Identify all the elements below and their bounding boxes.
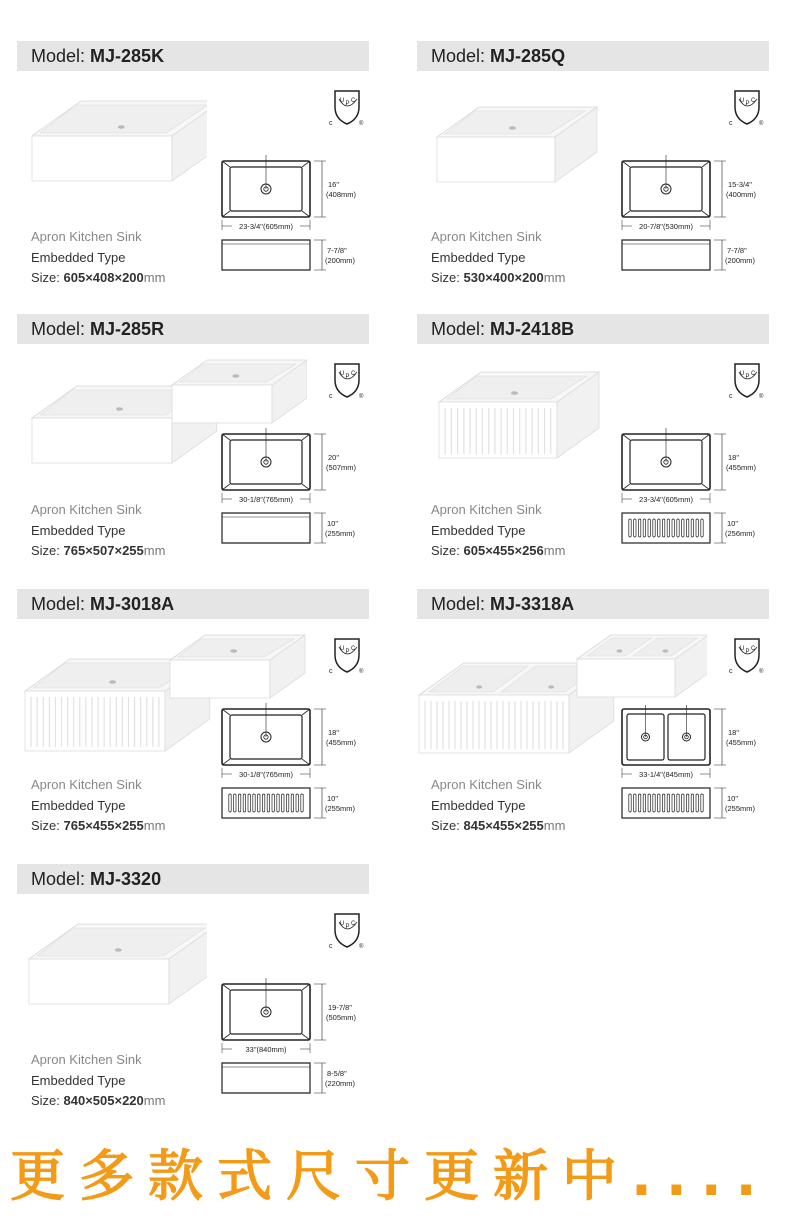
height-mm-label: (255mm) xyxy=(325,529,356,538)
width-label: 23-3/4"(605mm) xyxy=(639,495,693,504)
dimension-drawing xyxy=(617,699,769,839)
svg-text:®: ® xyxy=(359,669,364,675)
dimension-drawing xyxy=(217,424,369,564)
model-header: Model: MJ-3320 xyxy=(17,864,369,894)
width-label: 33"(840mm) xyxy=(245,1045,287,1054)
product-card-mj-3320 xyxy=(17,864,369,1124)
product-size: Size: 845×455×255mm xyxy=(431,818,566,833)
model-header: Model: MJ-285Q xyxy=(417,41,769,71)
svg-text:U: U xyxy=(740,371,745,377)
height-inch-label: 10" xyxy=(727,794,739,803)
svg-text:P: P xyxy=(345,924,350,930)
height-mm-label: (255mm) xyxy=(325,804,356,813)
model-code: MJ-3320 xyxy=(90,869,162,889)
depth-inch-label: 18" xyxy=(728,728,740,737)
svg-text:c: c xyxy=(729,393,733,400)
product-card-mj-285q xyxy=(417,41,769,301)
cupc-certification-mark-icon xyxy=(729,87,765,127)
model-code: MJ-3018A xyxy=(90,594,175,614)
product-category: Apron Kitchen Sink xyxy=(31,502,142,517)
width-label: 23-3/4"(605mm) xyxy=(239,222,293,231)
depth-inch-label: 20" xyxy=(328,453,340,462)
product-type: Embedded Type xyxy=(431,797,526,813)
product-category: Apron Kitchen Sink xyxy=(31,229,142,244)
product-size: Size: 605×408×200mm xyxy=(31,270,166,285)
cupc-certification-mark-icon xyxy=(329,635,365,675)
svg-text:P: P xyxy=(745,374,750,380)
width-label: 33-1/4"(845mm) xyxy=(639,770,693,779)
product-size: Size: 605×455×256mm xyxy=(431,543,566,558)
svg-text:U: U xyxy=(340,98,345,104)
product-card-mj-3018a xyxy=(17,589,369,849)
height-inch-label: 10" xyxy=(727,519,739,528)
product-category: Apron Kitchen Sink xyxy=(31,777,142,792)
model-header: Model: MJ-285K xyxy=(17,41,369,71)
model-header: Model: MJ-2418B xyxy=(417,314,769,344)
model-code: MJ-285R xyxy=(90,319,165,339)
svg-text:®: ® xyxy=(359,121,364,127)
height-mm-label: (220mm) xyxy=(325,1079,356,1088)
product-card-mj-3318a xyxy=(417,589,769,849)
cupc-certification-mark-icon xyxy=(729,360,765,400)
product-type: Embedded Type xyxy=(431,522,526,538)
svg-text:C: C xyxy=(351,98,356,104)
product-size: Size: 765×455×255mm xyxy=(31,818,166,833)
model-header: Model: MJ-3018A xyxy=(17,589,369,619)
svg-text:®: ® xyxy=(759,394,764,400)
svg-text:P: P xyxy=(745,101,750,107)
svg-text:P: P xyxy=(345,649,350,655)
product-type: Embedded Type xyxy=(31,1072,126,1088)
svg-text:C: C xyxy=(751,371,756,377)
svg-text:P: P xyxy=(345,374,350,380)
sink-photo xyxy=(17,904,207,1034)
svg-text:®: ® xyxy=(359,944,364,950)
product-size: Size: 765×507×255mm xyxy=(31,543,166,558)
svg-text:c: c xyxy=(729,120,733,127)
model-code: MJ-2418B xyxy=(490,319,575,339)
depth-mm-label: (505mm) xyxy=(326,1013,357,1022)
svg-text:C: C xyxy=(751,646,756,652)
depth-mm-label: (455mm) xyxy=(326,738,357,747)
svg-text:U: U xyxy=(340,646,345,652)
height-inch-label: 10" xyxy=(327,794,339,803)
svg-text:c: c xyxy=(329,120,333,127)
height-inch-label: 8-5/8" xyxy=(327,1069,347,1078)
model-code: MJ-285K xyxy=(90,46,165,66)
depth-mm-label: (455mm) xyxy=(726,738,757,747)
svg-text:P: P xyxy=(345,101,350,107)
depth-inch-label: 19-7/8" xyxy=(328,1003,352,1012)
model-header: Model: MJ-3318A xyxy=(417,589,769,619)
product-card-mj-2418b xyxy=(417,314,769,574)
width-label: 30-1/8"(765mm) xyxy=(239,495,293,504)
cupc-certification-mark-icon xyxy=(329,910,365,950)
dimension-drawing xyxy=(217,151,369,291)
height-mm-label: (200mm) xyxy=(725,256,756,265)
product-type: Embedded Type xyxy=(431,249,526,265)
height-inch-label: 7-7/8" xyxy=(327,246,347,255)
svg-text:C: C xyxy=(351,646,356,652)
product-category: Apron Kitchen Sink xyxy=(431,502,542,517)
height-mm-label: (256mm) xyxy=(725,529,756,538)
svg-text:C: C xyxy=(351,371,356,377)
svg-text:®: ® xyxy=(759,121,764,127)
svg-text:c: c xyxy=(329,393,333,400)
model-header: Model: MJ-285R xyxy=(17,314,369,344)
product-card-mj-285r xyxy=(17,314,369,574)
product-type: Embedded Type xyxy=(31,522,126,538)
svg-text:U: U xyxy=(740,646,745,652)
svg-text:®: ® xyxy=(759,669,764,675)
width-label: 30-1/8"(765mm) xyxy=(239,770,293,779)
depth-mm-label: (507mm) xyxy=(326,463,357,472)
svg-text:C: C xyxy=(751,98,756,104)
product-category: Apron Kitchen Sink xyxy=(431,777,542,792)
depth-inch-label: 15-3/4" xyxy=(728,180,752,189)
depth-inch-label: 18" xyxy=(728,453,740,462)
depth-mm-label: (455mm) xyxy=(726,463,757,472)
cupc-certification-mark-icon xyxy=(329,360,365,400)
cupc-certification-mark-icon xyxy=(729,635,765,675)
model-code: MJ-285Q xyxy=(490,46,566,66)
product-type: Embedded Type xyxy=(31,797,126,813)
product-size: Size: 530×400×200mm xyxy=(431,270,566,285)
sink-photo xyxy=(417,354,607,484)
svg-text:U: U xyxy=(340,921,345,927)
height-mm-label: (255mm) xyxy=(725,804,756,813)
depth-inch-label: 16" xyxy=(328,180,340,189)
svg-text:c: c xyxy=(329,943,333,950)
height-mm-label: (200mm) xyxy=(325,256,356,265)
depth-inch-label: 18" xyxy=(328,728,340,737)
product-category: Apron Kitchen Sink xyxy=(31,1052,142,1067)
more-styles-updating-banner: 更多款式尺寸更新中.... xyxy=(10,1144,771,1208)
model-code: MJ-3318A xyxy=(490,594,575,614)
depth-mm-label: (400mm) xyxy=(726,190,757,199)
product-category: Apron Kitchen Sink xyxy=(431,229,542,244)
cupc-certification-mark-icon xyxy=(329,87,365,127)
height-inch-label: 7-7/8" xyxy=(727,246,747,255)
dimension-drawing xyxy=(617,151,769,291)
svg-text:U: U xyxy=(340,371,345,377)
product-card-mj-285k xyxy=(17,41,369,301)
product-type: Embedded Type xyxy=(31,249,126,265)
svg-text:P: P xyxy=(745,649,750,655)
width-label: 20-7/8"(530mm) xyxy=(639,222,693,231)
svg-text:c: c xyxy=(729,668,733,675)
svg-text:c: c xyxy=(329,668,333,675)
depth-mm-label: (408mm) xyxy=(326,190,357,199)
svg-text:®: ® xyxy=(359,394,364,400)
height-inch-label: 10" xyxy=(327,519,339,528)
product-size: Size: 840×505×220mm xyxy=(31,1093,166,1108)
sink-photo xyxy=(17,81,207,211)
dimension-drawing xyxy=(217,699,369,839)
dimension-drawing xyxy=(617,424,769,564)
svg-text:U: U xyxy=(740,98,745,104)
svg-text:C: C xyxy=(351,921,356,927)
dimension-drawing xyxy=(217,974,369,1114)
sink-photo xyxy=(417,81,607,211)
